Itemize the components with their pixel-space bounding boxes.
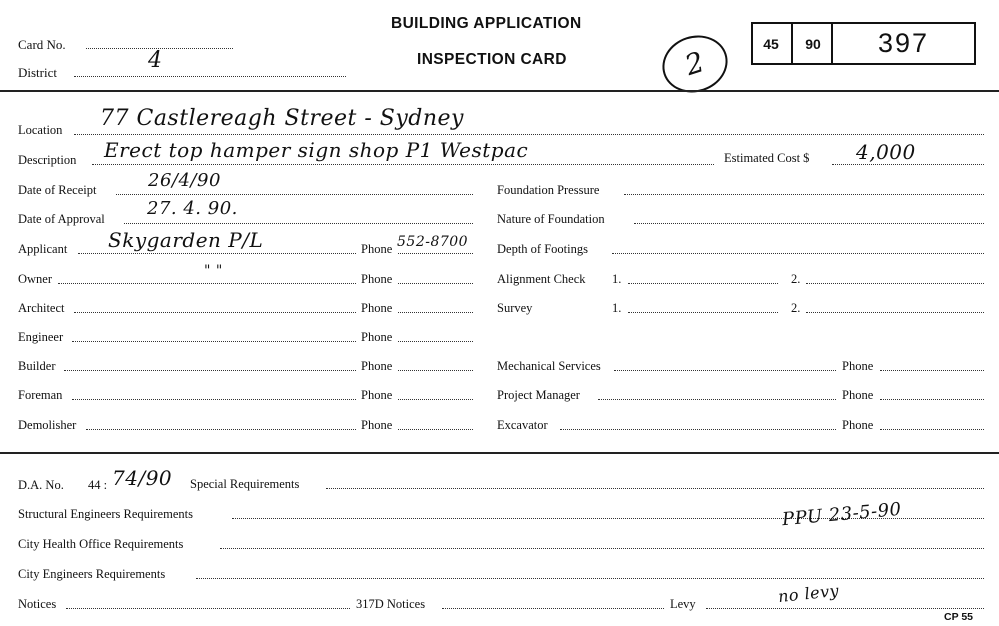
da-value: 74/90 [112, 466, 173, 490]
foundation-pressure-label: Foundation Pressure [497, 183, 600, 197]
applicant-phone-dotted-line [398, 253, 473, 254]
notices-317d-dotted-line [442, 608, 664, 609]
alignment-check-label: Alignment Check [497, 272, 586, 286]
applicant-dotted-line [78, 253, 356, 254]
foreman-phone-label: Phone [361, 388, 393, 402]
survey-item-1: 1. [612, 301, 622, 315]
date-of-receipt-dotted-line [116, 194, 473, 195]
notices-dotted-line [66, 608, 350, 609]
depth-of-footings-dotted-line [612, 253, 984, 254]
location-dotted-line [74, 134, 984, 135]
owner-phone-label: Phone [361, 272, 393, 286]
owner-value: " " [204, 263, 223, 279]
engineer-label: Engineer [18, 330, 64, 344]
title-line-2: INSPECTION CARD [417, 51, 567, 68]
foreman-dotted-line [72, 399, 356, 400]
demolisher-phone-dotted-line [398, 429, 473, 430]
levy-dotted-line [706, 608, 984, 609]
location-label: Location [18, 123, 63, 137]
estimated-cost-dotted-line [832, 164, 984, 165]
applicant-phone-value: 552-8700 [397, 234, 469, 250]
city-engineers-label: City Engineers Requirements [18, 567, 166, 581]
header-divider [0, 90, 999, 92]
circled-mark-value: 2 [681, 45, 709, 83]
da-no-label: D.A. No. [18, 478, 64, 492]
location-value: 77 Castlereagh Street - Sydney [100, 106, 464, 131]
demolisher-label: Demolisher [18, 418, 77, 432]
code-box-2: 90 [791, 24, 833, 63]
description-dotted-line [92, 164, 714, 165]
notices-317d-label: 317D Notices [356, 597, 426, 611]
demolisher-phone-label: Phone [361, 418, 393, 432]
applicant-value: Skygarden P/L [108, 228, 264, 252]
excavator-phone-dotted-line [880, 429, 984, 430]
card-number-box [751, 22, 976, 65]
excavator-phone-label: Phone [842, 418, 874, 432]
foreman-phone-dotted-line [398, 399, 473, 400]
requirements-divider [0, 452, 999, 454]
date-of-receipt-label: Date of Receipt [18, 183, 97, 197]
title-line-1: BUILDING APPLICATION [391, 15, 582, 32]
survey-item-2: 2. [791, 301, 801, 315]
description-value: Erect top hamper sign shop P1 Westpac [104, 138, 529, 162]
description-label: Description [18, 153, 77, 167]
architect-dotted-line [74, 312, 356, 313]
levy-value: no levy [777, 580, 840, 607]
notices-label: Notices [18, 597, 57, 611]
project-manager-phone-label: Phone [842, 388, 874, 402]
date-of-approval-value: 27. 4. 90. [147, 198, 238, 219]
alignment-check-dotted-line-1 [628, 283, 778, 284]
special-requirements-dotted-line [326, 488, 984, 489]
district-value: 4 [148, 48, 163, 73]
mechanical-services-phone-dotted-line [880, 370, 984, 371]
survey-dotted-line-2 [806, 312, 984, 313]
alignment-check-item-1: 1. [612, 272, 622, 286]
date-of-receipt-value: 26/4/90 [148, 170, 221, 191]
foundation-pressure-dotted-line [624, 194, 984, 195]
structural-requirements-value: PPU 23-5-90 [781, 498, 903, 531]
demolisher-dotted-line [86, 429, 356, 430]
applicant-phone-label: Phone [361, 242, 393, 256]
excavator-dotted-line [560, 429, 836, 430]
depth-of-footings-label: Depth of Footings [497, 242, 588, 256]
owner-label: Owner [18, 272, 53, 286]
city-health-label: City Health Office Requirements [18, 537, 184, 551]
project-manager-label: Project Manager [497, 388, 580, 402]
architect-phone-label: Phone [361, 301, 393, 315]
city-health-dotted-line [220, 548, 984, 549]
survey-dotted-line-1 [628, 312, 778, 313]
form-code: CP 55 [944, 611, 973, 623]
architect-label: Architect [18, 301, 65, 315]
excavator-label: Excavator [497, 418, 548, 432]
builder-label: Builder [18, 359, 56, 373]
date-of-approval-dotted-line [124, 223, 473, 224]
project-manager-phone-dotted-line [880, 399, 984, 400]
engineer-phone-label: Phone [361, 330, 393, 344]
estimated-cost-label: Estimated Cost $ [724, 151, 810, 165]
builder-dotted-line [64, 370, 356, 371]
engineer-dotted-line [72, 341, 356, 342]
city-engineers-dotted-line [196, 578, 984, 579]
card-no-label: Card No. [18, 37, 66, 52]
engineer-phone-dotted-line [398, 341, 473, 342]
mechanical-services-phone-label: Phone [842, 359, 874, 373]
architect-phone-dotted-line [398, 312, 473, 313]
code-box-1: 45 [763, 35, 779, 52]
alignment-check-dotted-line-2 [806, 283, 984, 284]
builder-phone-label: Phone [361, 359, 393, 373]
mechanical-services-dotted-line [614, 370, 836, 371]
owner-phone-dotted-line [398, 283, 473, 284]
levy-label: Levy [670, 597, 696, 611]
special-requirements-label: Special Requirements [190, 477, 300, 491]
card-number: 397 [831, 24, 974, 63]
estimated-cost-value: 4,000 [856, 140, 916, 164]
foreman-label: Foreman [18, 388, 63, 402]
structural-requirements-label: Structural Engineers Requirements [18, 507, 193, 521]
nature-of-foundation-label: Nature of Foundation [497, 212, 605, 226]
district-label: District [18, 65, 57, 80]
nature-of-foundation-dotted-line [634, 223, 984, 224]
applicant-label: Applicant [18, 242, 68, 256]
mechanical-services-label: Mechanical Services [497, 359, 601, 373]
survey-label: Survey [497, 301, 533, 315]
project-manager-dotted-line [598, 399, 836, 400]
alignment-check-item-2: 2. [791, 272, 801, 286]
da-prefix: 44 : [88, 478, 108, 492]
builder-phone-dotted-line [398, 370, 473, 371]
owner-dotted-line [58, 283, 356, 284]
district-dotted-line [74, 76, 346, 77]
date-of-approval-label: Date of Approval [18, 212, 105, 226]
